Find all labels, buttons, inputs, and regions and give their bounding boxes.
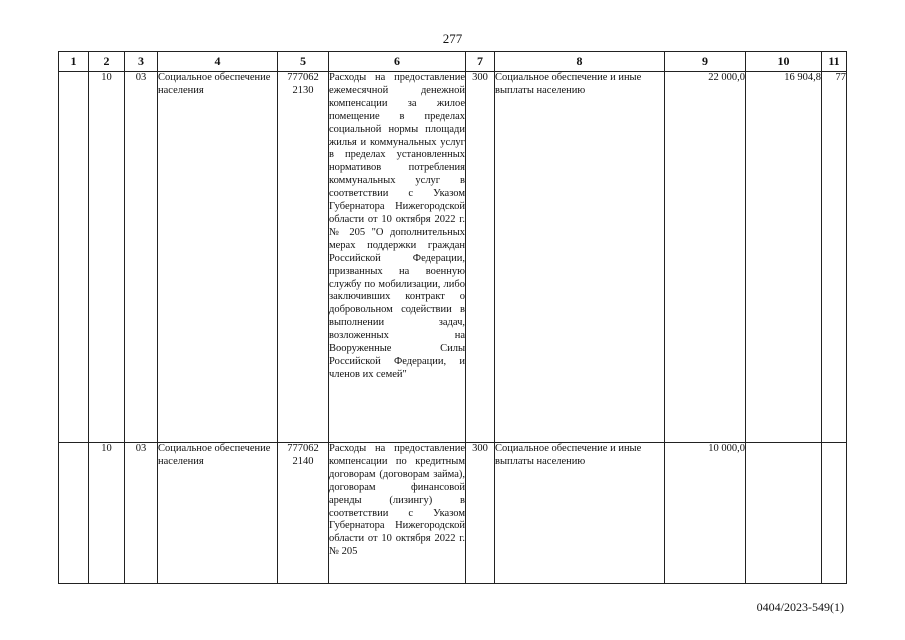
header-col-6: 6: [329, 52, 466, 72]
budget-table: [58, 51, 847, 584]
cell-percent: 77: [822, 72, 847, 443]
header-col-4: 4: [158, 52, 278, 72]
header-col-7: 7: [466, 52, 495, 72]
cell-subsection-name: Социальное обеспечение населения: [158, 443, 278, 584]
header-col-3: 3: [125, 52, 158, 72]
cell-target-name: Расходы на предоставление компенсации по кредитным договорам (договорам займа), договорам финансовой аренды (лизингу) в соответствии с Указом Губернатора Нижегородской области от 10 октября 2022 г. № 205: [329, 443, 465, 558]
cell-percent: [822, 443, 847, 584]
page-number: 277: [442, 31, 463, 46]
header-col-1: 1: [59, 52, 89, 72]
cell-target-name: Расходы на предоставление ежемесячной денежной компенсации за жилое помещение в пределах социальной нормы площади жилья и коммунальных услуг в пределах установленных нормативов потребления коммунальных услуг в соответствии с Указом Губернатора Нижегородской области от 10 октября 2022 г. № 205 "О дополнительных мерах поддержки граждан Российской Федерации, призванных на военную службу по мобилизации, либо заключивших контракт о добровольном содействии в выполнении задач, возложенных на Вооруженные Силы Российской Федерации, и членов их семей": [329, 72, 466, 443]
header-col-5: 5: [278, 52, 329, 72]
table-row: [59, 443, 847, 584]
cell-subsection-name: Социальное обеспечение населения: [158, 72, 278, 443]
header-col-11: 11: [822, 52, 847, 72]
cell-col-1: [59, 72, 89, 443]
cell-amount-plan: 22 000,0: [665, 72, 746, 443]
cell-amount-actual: [746, 443, 822, 584]
cell-expense-type-name: Социальное обеспечение и иные выплаты населению: [495, 443, 665, 584]
cell-expense-type-code: 300: [466, 72, 495, 443]
cell-subsection: 03: [125, 72, 158, 443]
cell-section: 10: [89, 72, 125, 443]
document-code: 0404/2023-549(1): [756, 600, 844, 614]
header-row: [59, 52, 847, 72]
cell-expense-type-name: Социальное обеспечение и иные выплаты населению: [495, 72, 665, 443]
cell-target-code: 777062 2130: [278, 72, 329, 443]
cell-target-code: 777062 2140: [278, 443, 329, 584]
cell-subsection: 03: [125, 443, 158, 584]
header-col-2: 2: [89, 52, 125, 72]
cell-col-1: [59, 443, 89, 584]
cell-expense-type-code: 300: [466, 443, 495, 584]
cell-amount-actual: 16 904,8: [746, 72, 822, 443]
cell-target-name-wrap: [329, 443, 466, 584]
header-col-8: 8: [495, 52, 665, 72]
cell-section: 10: [89, 443, 125, 584]
cell-amount-plan: 10 000,0: [665, 443, 746, 584]
header-col-10: 10: [746, 52, 822, 72]
table-row: [59, 72, 847, 443]
header-col-9: 9: [665, 52, 746, 72]
